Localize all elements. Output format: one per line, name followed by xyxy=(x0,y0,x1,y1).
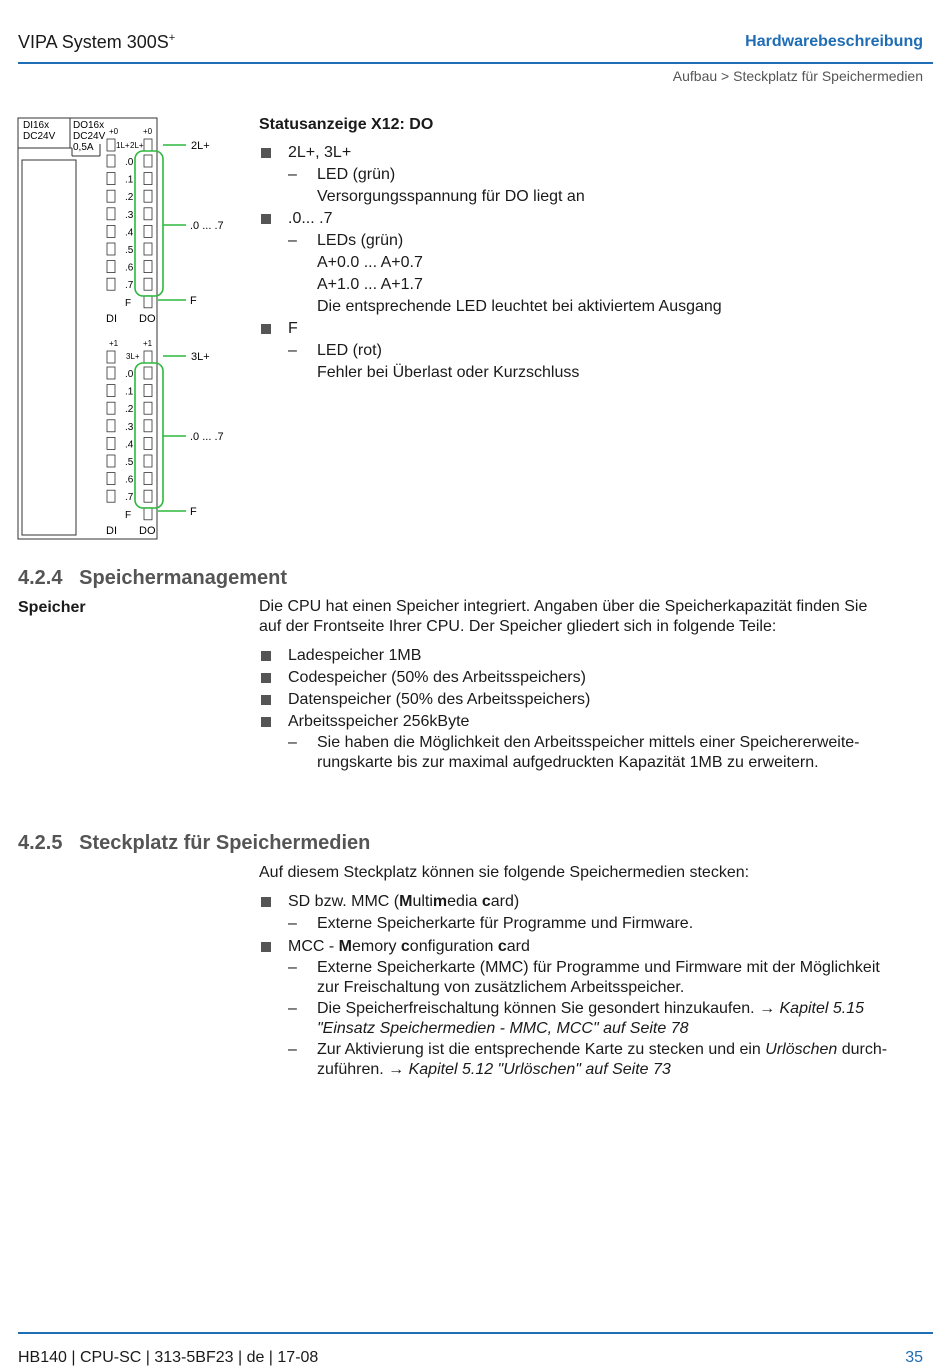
led-box-di xyxy=(107,155,115,167)
led-box-do xyxy=(144,173,152,185)
led-box-di xyxy=(107,473,115,485)
header-rule xyxy=(18,62,933,64)
led-box-di xyxy=(107,367,115,379)
status-line: Versorgungsspannung für DO liegt an xyxy=(317,188,585,205)
led-digit-label: .1 xyxy=(125,174,134,186)
led-digit-label: .7 xyxy=(125,492,134,504)
link-kapitel-5-15[interactable]: → Kapitel 5.15 xyxy=(759,1000,865,1017)
led-f-label: F xyxy=(125,297,132,309)
status-heading: Statusanzeige X12: DO xyxy=(259,116,434,133)
led-box-do xyxy=(144,490,152,502)
led-box-do xyxy=(144,385,152,397)
led-box-di xyxy=(107,490,115,502)
do-current: 0,5A xyxy=(73,142,94,153)
led-box-do xyxy=(144,455,152,467)
led-box-di-header xyxy=(107,139,115,151)
status-line: Fehler bei Überlast oder Kurzschluss xyxy=(317,364,580,381)
led-digit-label: .0 xyxy=(125,157,134,168)
led-box-do xyxy=(144,190,152,202)
do-voltage: DC24V xyxy=(73,131,106,142)
led-box-di xyxy=(107,402,115,414)
led-box-di xyxy=(107,385,115,397)
led-box-di xyxy=(107,243,115,255)
link-kapitel-5-15-continuation[interactable]: "Einsatz Speichermedien - MMC, MCC" auf Seite 78 xyxy=(317,1020,689,1037)
led-box-do xyxy=(144,261,152,273)
l1-label: 1L+ xyxy=(116,141,130,150)
side-heading-speicher: Speicher xyxy=(18,599,86,616)
callout-range-1: .0 ... .7 xyxy=(190,220,224,232)
led-digit-label: .5 xyxy=(125,457,134,468)
led-box-do-header xyxy=(144,139,152,151)
led-box-do xyxy=(144,225,152,237)
di-text: DI xyxy=(106,524,117,537)
callout-range-2: .0 ... .7 xyxy=(190,431,224,443)
do-text: DO xyxy=(139,524,156,537)
callout-f-2: F xyxy=(190,506,197,518)
plus1-left: +1 xyxy=(109,339,119,348)
led-box-f xyxy=(144,508,152,520)
section-intro: Auf diesem Steckplatz können sie folgende Speichermedien stecken: xyxy=(259,864,750,881)
di-text: DI xyxy=(106,312,117,325)
do-text: DO xyxy=(139,312,156,325)
plus0-right: +0 xyxy=(143,127,153,136)
led-digit-label: .2 xyxy=(125,404,134,416)
page-number: 35 xyxy=(905,1349,923,1366)
link-kapitel-5-12[interactable]: → Kapitel 5.12 "Urlöschen" auf Seite 73 xyxy=(388,1061,671,1078)
led-digit-label: .1 xyxy=(125,386,134,398)
callout-2l: 2L+ xyxy=(191,140,210,152)
led-digit-label: .3 xyxy=(125,209,134,221)
led-digit-label: .0 xyxy=(125,369,134,380)
status-line: A+0.0 ... A+0.7 xyxy=(317,254,423,271)
callout-f-1: F xyxy=(190,295,197,307)
led-digit-label: .6 xyxy=(125,262,134,274)
list-dash-continuation: zuführen. → Kapitel 5.12 "Urlöschen" auf Seite 73 xyxy=(317,1061,671,1078)
plus1-right: +1 xyxy=(143,339,153,348)
led-digit-label: .4 xyxy=(125,227,134,239)
led-box-di xyxy=(107,455,115,467)
led-box-di xyxy=(107,261,115,273)
led-box-di xyxy=(107,173,115,185)
section-heading-4-2-5: 4.2.5 Steckplatz für Speichermedien xyxy=(18,832,371,854)
led-box-di xyxy=(107,225,115,237)
led-digit-label: .5 xyxy=(125,245,134,256)
led-box-do xyxy=(144,367,152,379)
chapter-title: Hardwarebeschreibung xyxy=(745,33,923,50)
led-box-di xyxy=(107,437,115,449)
led-box-do xyxy=(144,278,152,290)
list-dash-continuation: rungskarte bis zur maximal aufgedruckten Kapazität 1MB zu erweitern. xyxy=(317,754,819,771)
led-digit-label: .2 xyxy=(125,192,134,204)
status-line: Die entsprechende LED leuchtet bei aktiviertem Ausgang xyxy=(317,298,722,315)
paragraph-line: auf der Frontseite Ihrer CPU. Der Speicher gliedert sich in folgende Teile: xyxy=(259,618,777,635)
section-heading-4-2-4: 4.2.4 Speichermanagement xyxy=(18,567,288,589)
led-box-di-header xyxy=(107,351,115,363)
paragraph-line: Die CPU hat einen Speicher integriert. Angaben über die Speicherkapazität finden Sie xyxy=(259,598,868,615)
footer-doc-info: HB140 | CPU-SC | 313-5BF23 | de | 17-08 xyxy=(18,1349,319,1366)
breadcrumb: Aufbau > Steckplatz für Speichermedien xyxy=(672,68,923,84)
led-box-di xyxy=(107,278,115,290)
led-box-f xyxy=(144,296,152,308)
led-digit-label: .3 xyxy=(125,421,134,433)
callout-3l: 3L+ xyxy=(191,351,210,363)
di-voltage: DC24V xyxy=(23,131,56,142)
led-box-do xyxy=(144,155,152,167)
l2-label: 2L+ xyxy=(130,141,144,150)
module-led-diagram xyxy=(14,110,246,546)
led-box-do-header xyxy=(144,351,152,363)
do-label: DO16x xyxy=(73,120,105,131)
led-box-do xyxy=(144,420,152,432)
led-box-do xyxy=(144,473,152,485)
footer-rule xyxy=(18,1332,933,1334)
led-f-label: F xyxy=(125,509,132,521)
di-label: DI16x xyxy=(23,120,50,131)
led-box-do xyxy=(144,437,152,449)
led-box-do xyxy=(144,243,152,255)
led-digit-label: .6 xyxy=(125,474,134,486)
plus0-left: +0 xyxy=(109,127,119,136)
list-dash-continuation: zur Freischaltung von zusätzlichem Arbeitsspeicher. xyxy=(317,979,685,996)
status-line: A+1.0 ... A+1.7 xyxy=(317,276,423,293)
led-digit-label: .4 xyxy=(125,439,134,451)
led-digit-label: .7 xyxy=(125,280,134,292)
led-box-di xyxy=(107,190,115,202)
document-title: VIPA System 300S+ xyxy=(18,32,176,52)
led-box-di xyxy=(107,420,115,432)
l3-label: 3L+ xyxy=(126,352,140,361)
led-box-di xyxy=(107,208,115,220)
led-box-do xyxy=(144,208,152,220)
led-box-do xyxy=(144,402,152,414)
